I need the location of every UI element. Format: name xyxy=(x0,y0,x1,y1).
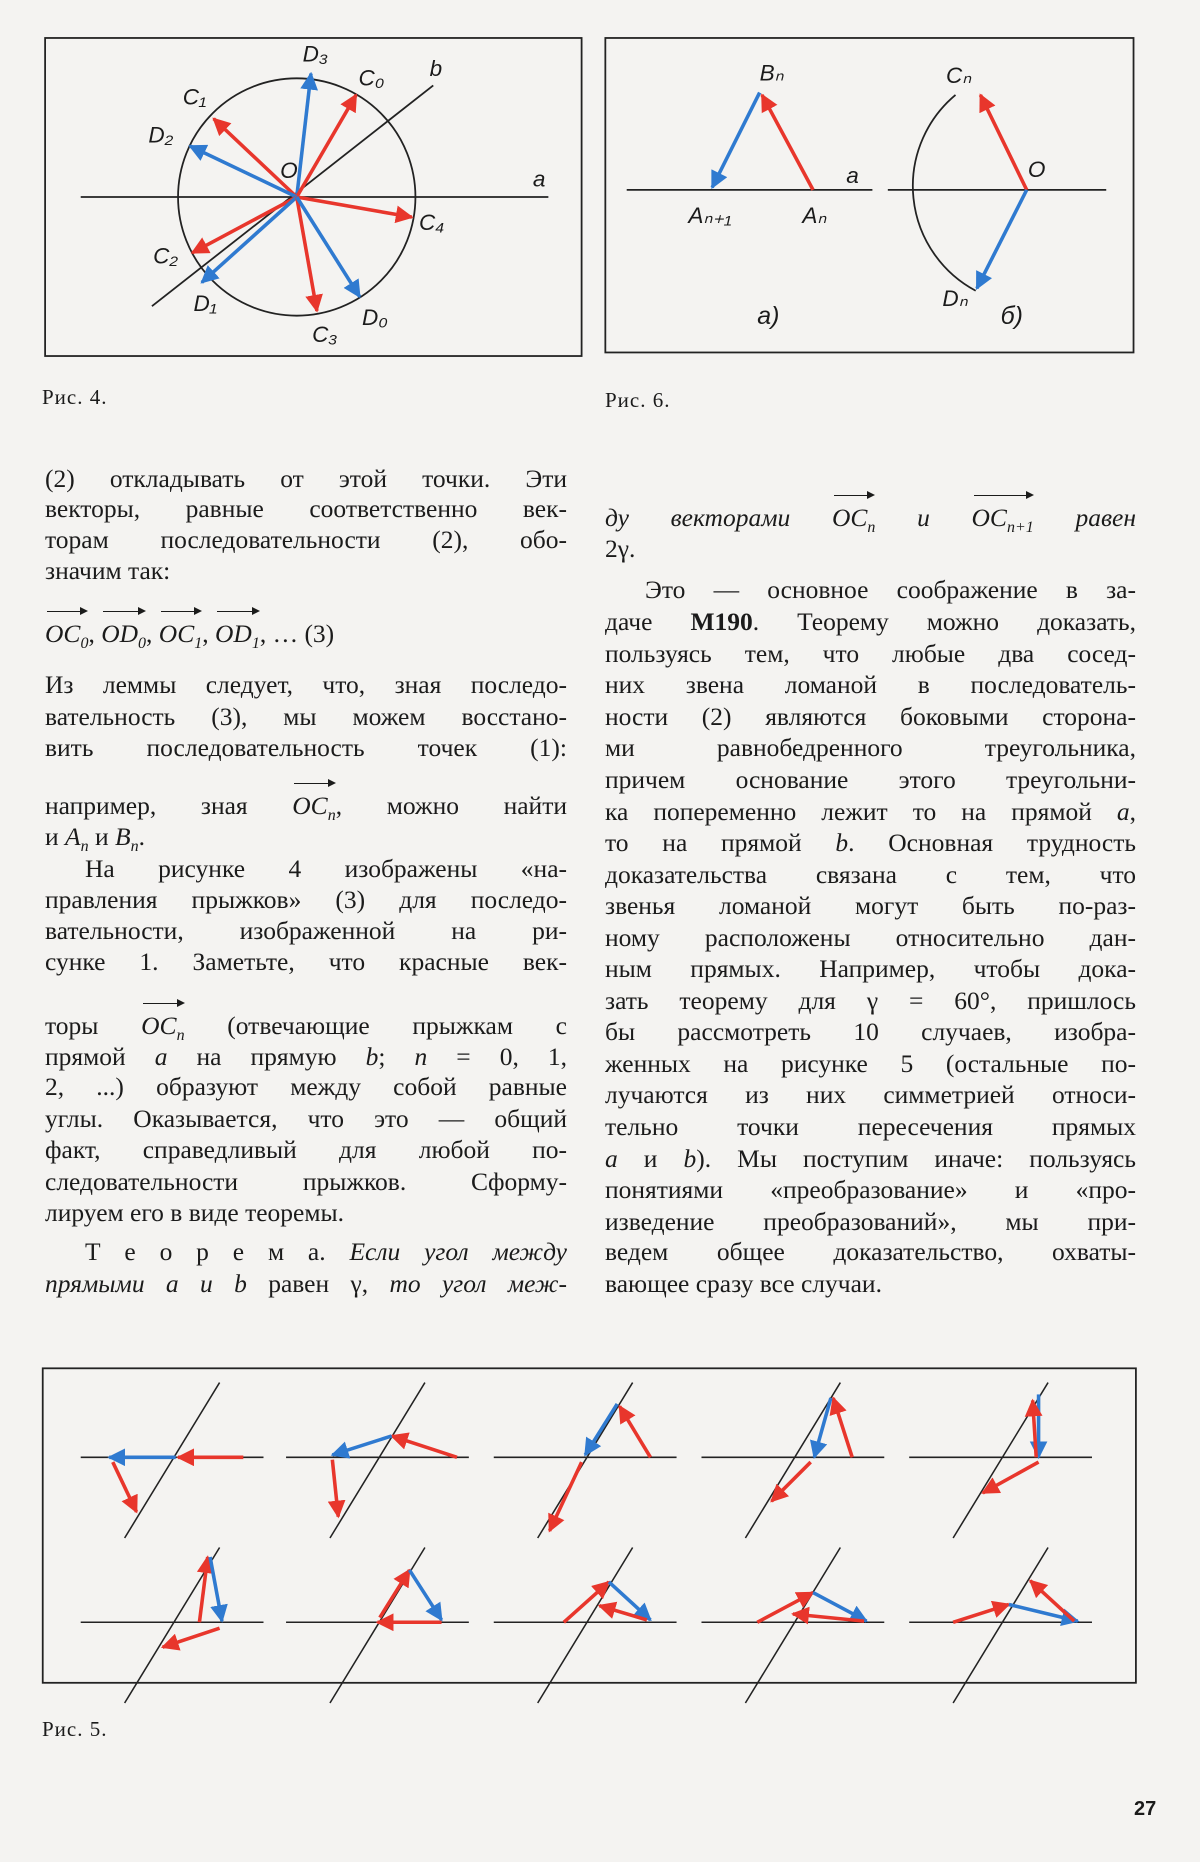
vector xyxy=(45,618,88,660)
text-run: например, зная xyxy=(45,791,293,821)
vector-index: 0 xyxy=(138,635,147,653)
line xyxy=(538,1548,633,1703)
text-line: причем основание этого треугольни- xyxy=(605,765,1136,794)
label-an1: Aₙ₊₁ xyxy=(688,203,732,229)
text-run: ). Мы поступим иначе: пользуясь xyxy=(696,1143,1136,1173)
text-line: торам последовательности (2), обо- xyxy=(45,525,567,555)
vector-name: OC xyxy=(971,502,1007,532)
text-line: факт, справедливый для любой по- xyxy=(45,1135,567,1165)
label-c4: C₄ xyxy=(418,210,445,236)
figure-5 xyxy=(43,1368,1136,1703)
text-line xyxy=(605,827,1136,859)
text-line: следовательности прыжков. Сформу- xyxy=(45,1167,567,1197)
text-run: n xyxy=(414,1041,428,1071)
jump-vector xyxy=(772,1462,811,1501)
figure-5-case xyxy=(286,1548,469,1703)
text-run: прямыми a и b xyxy=(45,1269,247,1299)
text-run: на прямую xyxy=(167,1041,366,1071)
text-line xyxy=(605,796,1136,828)
text-run: то угол меж- xyxy=(389,1269,567,1299)
label-d1: D₁ xyxy=(193,290,217,316)
text-run: b xyxy=(835,827,849,857)
line xyxy=(745,1383,840,1538)
text-run: Если угол между xyxy=(349,1237,568,1267)
label-c1: C₁ xyxy=(182,84,207,110)
text-line: правления прыжков» (3) для последо- xyxy=(45,884,567,914)
text-run: , можно найти xyxy=(335,791,567,821)
line xyxy=(330,1383,425,1538)
text-line: ми равнобедренного треугольника, xyxy=(605,732,1136,762)
label-d3: D₃ xyxy=(302,41,328,67)
text-run: и xyxy=(875,502,972,532)
text-line: зать теорему для γ = 60°, пришлось xyxy=(605,985,1136,1015)
label-a: a xyxy=(846,162,859,188)
figure-4-caption: Рис. 4. xyxy=(42,385,108,409)
figure-5-case xyxy=(494,1548,677,1703)
text-line: ности (2) являются боковыми сторона- xyxy=(605,702,1136,732)
figure-5-case xyxy=(81,1383,264,1538)
text-run: прямой xyxy=(45,1041,155,1071)
figure-4 xyxy=(45,38,581,356)
text-line: значим так: xyxy=(45,556,171,586)
figure-6-caption: Рис. 6. xyxy=(605,388,671,412)
vector-index: n xyxy=(327,807,336,825)
line xyxy=(125,1383,220,1538)
jump-vector xyxy=(409,1570,441,1620)
text-line: звенья ломаной могут быть по-раз- xyxy=(605,890,1136,920)
vector-index: n xyxy=(176,1026,185,1044)
text-line: вательность (3), мы можем восстано- xyxy=(45,702,567,732)
jump-vector xyxy=(814,1398,831,1457)
figure-5-case xyxy=(909,1548,1092,1703)
text-run: равен xyxy=(1033,502,1136,532)
text-line xyxy=(45,1041,567,1073)
text-run: a xyxy=(605,1143,618,1173)
label-bn: Bₙ xyxy=(759,60,784,86)
text-line: них звена ломаной в последователь- xyxy=(605,670,1136,700)
text-run: торы xyxy=(45,1010,142,1040)
jump-vector xyxy=(833,1398,852,1457)
text-line: понятиями «преобразование» и «про- xyxy=(605,1174,1136,1204)
figure-6 xyxy=(605,38,1133,352)
text-run: b xyxy=(683,1143,697,1173)
text-run: A xyxy=(65,821,81,851)
jump-vector xyxy=(564,1582,609,1622)
label-d0: D₀ xyxy=(362,305,388,331)
text-line: Это — основное соображение в за- xyxy=(645,575,1136,605)
label-b: b xyxy=(429,55,443,81)
label-c0: C₀ xyxy=(358,65,385,91)
text-run: ; xyxy=(378,1041,415,1071)
text-line: ным прямых. Например, чтобы дока- xyxy=(605,953,1136,983)
jump-vector xyxy=(332,1460,338,1517)
text-run: ка попеременно лежит то на прямой xyxy=(605,797,1117,827)
vector xyxy=(101,618,146,660)
vector xyxy=(215,618,260,660)
label-cn: Cₙ xyxy=(945,63,972,89)
text-run: Т е о р е м а. xyxy=(85,1237,350,1267)
text-run: , xyxy=(88,619,102,648)
jump-vector xyxy=(757,1593,813,1623)
text-run: , xyxy=(146,619,159,648)
text-line: пользуясь тем, что любые два сосед- xyxy=(605,639,1136,669)
text-run: B xyxy=(115,821,131,851)
jump-vector xyxy=(380,1570,410,1617)
text-line: вательности, изображенной на ри- xyxy=(45,915,567,945)
text-run: b xyxy=(365,1041,379,1071)
text-line: 2γ. xyxy=(605,533,636,563)
text-line: углы. Оказывается, что это — общий xyxy=(45,1104,567,1134)
text-run: и xyxy=(617,1143,684,1173)
text-line: На рисунке 4 изображены «на- xyxy=(85,854,567,884)
jump-vector xyxy=(199,1557,207,1622)
text-run: то на прямой xyxy=(605,827,836,857)
figure-5-case xyxy=(286,1383,469,1538)
vector-index: 0 xyxy=(80,635,89,653)
text-run: равен γ, xyxy=(246,1269,390,1299)
figure-5-case xyxy=(494,1383,677,1538)
jump-vector xyxy=(163,1628,220,1647)
line xyxy=(745,1548,840,1703)
text-line: тельно точки пересечения прямых xyxy=(605,1111,1136,1141)
text-line: бы рассмотреть 10 случаев, изобра- xyxy=(605,1016,1136,1046)
jump-vector xyxy=(210,1557,222,1621)
text-line: вить последовательность точек (1): xyxy=(45,732,567,762)
vector-index: n+1 xyxy=(1006,518,1034,536)
vector-name: OC xyxy=(292,791,328,821)
text-line: сунке 1. Заметьте, что красные век- xyxy=(45,946,567,976)
text-line: векторы, равные соответственно век- xyxy=(45,494,567,524)
jump-vector xyxy=(953,1604,1009,1622)
text-line xyxy=(45,618,567,660)
vector-index: 1 xyxy=(251,635,260,653)
text-run: , xyxy=(1129,797,1136,827)
jump-vector xyxy=(1033,1400,1037,1457)
label-a: a xyxy=(532,166,546,192)
text-line: Из леммы следует, что, зная последо- xyxy=(45,670,567,700)
vector-name: OD xyxy=(101,619,139,648)
label-an: Aₙ xyxy=(802,203,827,229)
label-c2: C₂ xyxy=(153,243,179,269)
text-line: 2, ...) образуют между собой равные xyxy=(45,1072,567,1102)
figure-5-case xyxy=(701,1548,884,1703)
jump-vector xyxy=(585,1404,617,1455)
text-run: . xyxy=(138,821,145,851)
figure-5-caption: Рис. 5. xyxy=(42,1717,108,1741)
text-line xyxy=(45,1236,567,1268)
vector xyxy=(159,618,202,660)
label-o: O xyxy=(280,158,298,184)
figure-5-case xyxy=(81,1548,264,1703)
vector-name: OC xyxy=(141,1010,177,1040)
text-line: ному расположены относительно дан- xyxy=(605,922,1136,952)
label-part-b: б) xyxy=(1000,301,1023,330)
label-dn: Dₙ xyxy=(942,286,968,312)
text-run: , … (3) xyxy=(259,619,335,648)
jump-vector xyxy=(392,1436,457,1457)
text-run: ду векторами xyxy=(605,502,832,532)
label-part-a: а) xyxy=(757,301,780,330)
text-run: даче xyxy=(605,607,691,637)
jump-vector xyxy=(550,1462,582,1531)
label-c3: C₃ xyxy=(312,321,338,347)
text-line: изведение преобразований», мы при- xyxy=(605,1206,1136,1236)
label-o: O xyxy=(1027,156,1046,182)
text-run: , xyxy=(202,619,215,648)
text-line: (2) откладывать от этой точки. Эти xyxy=(45,463,567,493)
text-run: M190 xyxy=(690,607,753,637)
text-run: и xyxy=(45,821,66,851)
text-line: вающее сразу все случаи. xyxy=(605,1269,882,1299)
text-run: (отвечающие прыжкам с xyxy=(184,1010,567,1040)
text-line: доказательства связана с тем, что xyxy=(605,859,1136,889)
vector-index: n xyxy=(867,518,876,536)
text-line: лучаются из них симметрией относи- xyxy=(605,1079,1136,1109)
vector-name: OC xyxy=(45,619,81,648)
text-run: a xyxy=(154,1041,168,1071)
text-line xyxy=(605,606,1136,638)
label-d2: D₂ xyxy=(148,122,174,148)
line xyxy=(538,1383,633,1538)
vector-oc4 xyxy=(297,197,412,217)
page-number: 27 xyxy=(1134,1798,1157,1820)
text-line: ведем общее доказательство, охваты- xyxy=(605,1237,1136,1267)
vector-index: 1 xyxy=(194,635,203,653)
vector-name: OC xyxy=(831,502,868,532)
text-run: a xyxy=(1116,797,1130,827)
text-run: . Теорему можно доказать, xyxy=(752,607,1136,637)
text-line xyxy=(605,1143,1136,1175)
text-run: n xyxy=(80,838,89,856)
text-line: женных на рисунке 5 (остальные по- xyxy=(605,1048,1136,1078)
text-line xyxy=(45,1268,567,1300)
text-run: и xyxy=(88,821,116,851)
text-run: n xyxy=(130,838,139,856)
jump-vector xyxy=(983,1462,1039,1493)
figure-5-case xyxy=(701,1383,884,1538)
figure-5-case xyxy=(909,1383,1092,1538)
jump-vector xyxy=(113,1462,137,1512)
text-run: = 0, 1, xyxy=(427,1041,567,1071)
text-run: . Основная трудность xyxy=(848,827,1136,857)
vector-name: OC xyxy=(158,619,195,648)
text-line: лируем его в виде теоремы. xyxy=(45,1198,344,1228)
vector-name: OD xyxy=(214,619,252,648)
line xyxy=(953,1548,1048,1703)
jump-vector xyxy=(620,1406,651,1457)
